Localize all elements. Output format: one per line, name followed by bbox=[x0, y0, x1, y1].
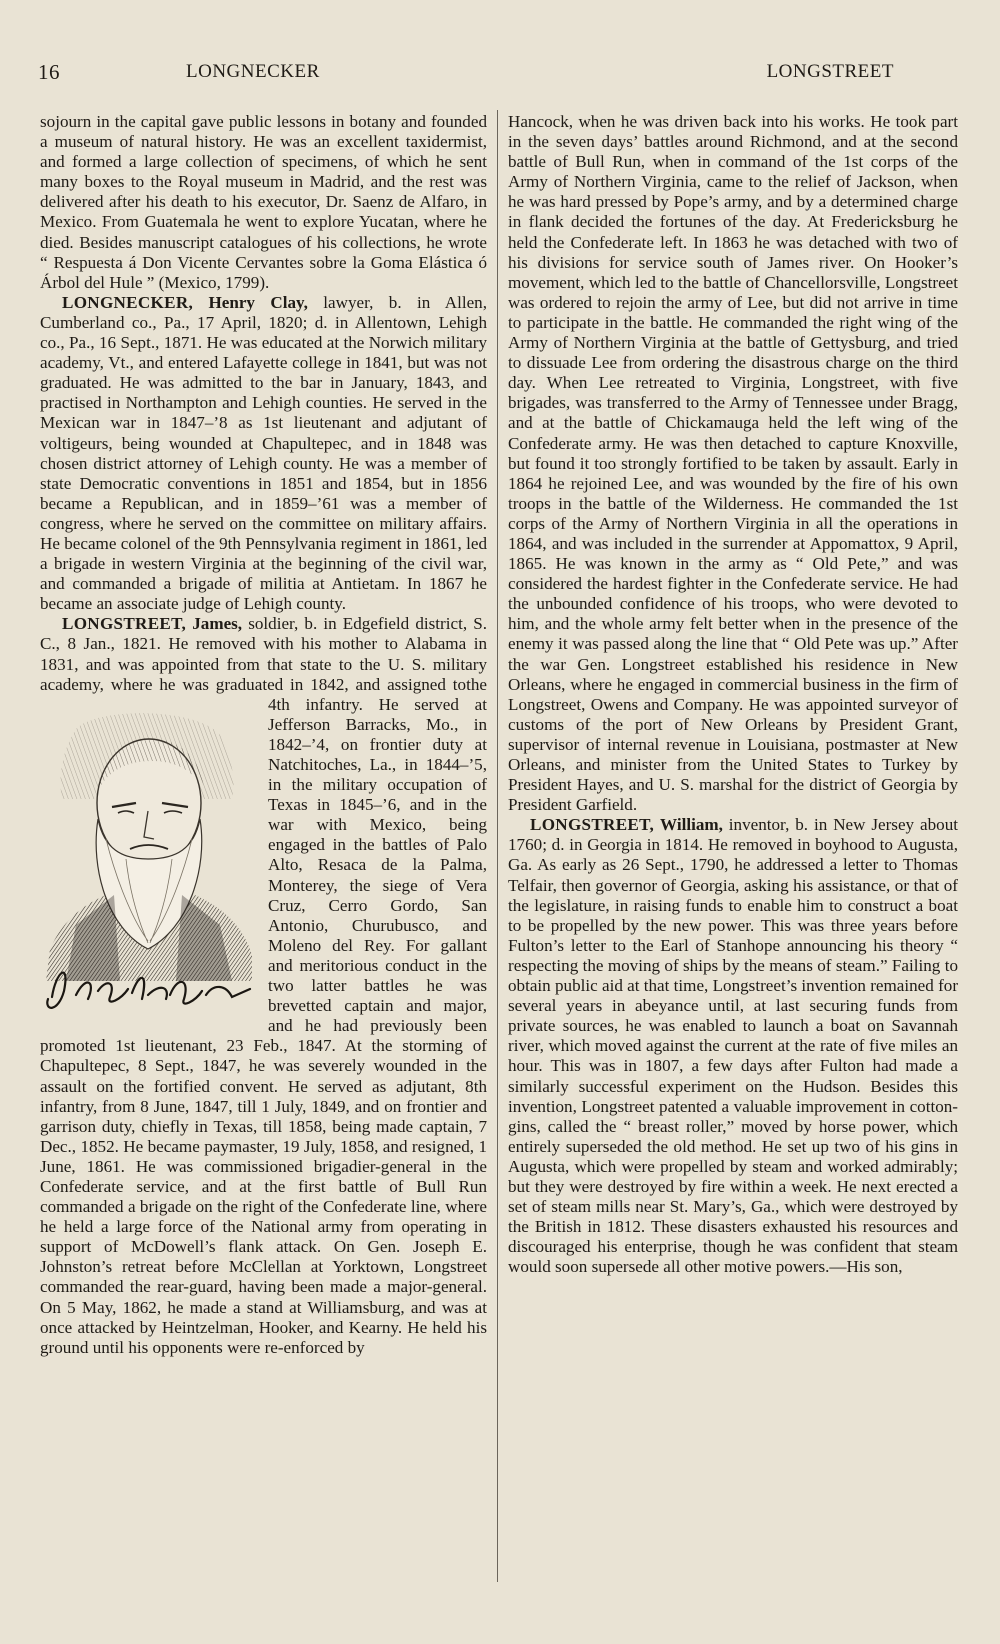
portrait-engraving bbox=[36, 699, 258, 1027]
right-running-head: LONGSTREET bbox=[766, 61, 894, 82]
entry-headword: LONGNECKER, bbox=[62, 292, 194, 312]
left-running-head: LONGNECKER bbox=[186, 61, 320, 82]
entry-longnecker bbox=[40, 293, 487, 615]
right-column bbox=[508, 112, 958, 1277]
entry-headword: LONGSTREET, bbox=[62, 614, 187, 634]
page-number: 16 bbox=[38, 60, 60, 84]
entry-body: soldier, b. in Edgefield district, S. C., 8 Jan., 1821. He removed with his mother to Alabama in 1831, and was appointed from that state to the U. S. military academy, where he was graduated in 1842, and assigned to bbox=[40, 614, 487, 694]
running-header bbox=[38, 60, 960, 86]
entry-body-continued: the 4th infantry. He served at Jefferson Barracks, Mo., in 1842–’4, on frontier duty at Natchitoches, La., in 1844–’5, in the military occupation of Texas in 1845–’6, and in the war with Mexico, being engaged in the battles of Palo Alto, Resaca de la Palma, Monterey, the siege of Vera Cruz, Cerro Gordo, San Antonio, Churubusco, and Moleno del Rey. For gallant and meritorious conduct in the two latter battles he was brevetted captain and major, and he had previously been promoted 1st lieutenant, 23 Feb., 1847. At the storming of Chapultepec, 8 Sept., 1847, he was severely wounded in the assault on the fortified convent. He served as adjutant, 8th infantry, from 8 June, 1847, till 1 July, 1849, and on frontier and garrison duty, chiefly in Texas, till 1858, being made captain, 7 Dec., 1852. He became paymaster, 19 July, 1858, and resigned, 1 June, 1861. He was commissioned brigadier-general in the Confederate service, and at the first battle of Bull Run commanded a brigade on the right of the Confederate line, where he held a large force of the National army from operating in support of McDowell’s flank attack. On Gen. Joseph E. Johnston’s retreat before McClellan at Yorktown, Longstreet commanded the rear-guard, having been made a major-general. On 5 May, 1862, he made a stand at Williamsburg, and was at once attacked by Heintzelman, Hooker, and Kearny. He held his ground until his opponents were re-enforced by bbox=[40, 674, 487, 1357]
entry-longstreet-james-continued: Hancock, when he was driven back into his works. He took part in the seven days’ battles around Richmond, and at the second battle of Bull Run, when in command of the 1st corps of the Army of Northern Virginia, came to the relief of Jackson, when he was hard pressed by Pope’s army, and by a determined charge in flank decided the fortunes of the day. At Fredericksburg he held the Confederate left. In 1863 he was detached with two of his divisions for service south of James river. On Hooker’s movement, which led to the battle of Chancellorsville, Longstreet was ordered to rejoin the army of Lee, but did not arrive in time to participate in the battle. He commanded the right wing of the Army of Northern Virginia at the battle of Gettysburg, and tried to dissuade Lee from ordering the disastrous charge on the third day. When Lee retreated to Virginia, Longstreet, with five brigades, was transferred to the Army of Tennessee under Bragg, and at the battle of Chickamauga held the left wing of the Confederate army. He was then detached to capture Knoxville, but found it too strongly fortified to be taken by assault. Early in 1864 he rejoined Lee, and was wounded by the fire of his own troops in the battle of the Wilderness. He commanded the 1st corps of the Army of Northern Virginia in all the operations in 1864, and was included in the surrender at Appomattox, 9 April, 1865. He was known in the army as “ Old Pete,” and was considered the hardest fighter in the Confederate service. He had the unbounded confidence of his troops, who were devoted to him, and the whole army felt better when in the presence of the enemy it was passed along the line that “ Old Pete was up.” After the war Gen. Longstreet established his residence in New Orleans, where he engaged in commercial business in the firm of Longstreet, Owens and Company. He was appointed surveyor of customs of the port of New Orleans by President Grant, supervisor of internal revenue in Louisiana, postmaster at New Orleans, and minister from the United States to Turkey by President Hayes, and U. S. marshal for the district of Georgia by President Garfield. bbox=[508, 112, 958, 815]
entry-headword: LONGSTREET, bbox=[530, 815, 655, 835]
entry-longstreet-james bbox=[40, 614, 487, 1357]
entry-body: lawyer, b. in Allen, Cumberland co., Pa., 17 April, 1820; d. in Allentown, Lehigh co., Pa., 16 Sept., 1871. He was educated at the Norwich military academy, Vt., and entered Lafayette college in 1841, but was not graduated. He was admitted to the bar in January, 1843, and practised in Northampton and Lehigh counties. He served in the Mexican war in 1847–’8 as 1st lieutenant and adjutant of voltigeurs, being wounded at Chapultepec, and in 1848 was chosen district attorney of Lehigh county. He was a member of state Democratic conventions in 1851 and 1854, but in 1856 became a Republican, and in 1859–’61 was a member of congress, where he served on the committee on military affairs. He became colonel of the 9th Pennsylvania regiment in 1861, led a brigade in western Virginia at the beginning of the civil war, and commanded a brigade of militia at Antietam. In 1867 he became an associate judge of Lehigh county. bbox=[40, 292, 487, 614]
column-divider bbox=[497, 110, 498, 1582]
portrait-illustration bbox=[36, 699, 258, 1027]
entry-longstreet-william bbox=[508, 815, 958, 1277]
entry-given-names: Henry Clay, bbox=[208, 292, 308, 312]
entry-continuation: sojourn in the capital gave public lessons in botany and founded a museum of natural history. He was an excellent taxidermist, and formed a large collection of specimens, of which he sent many boxes to the Royal museum in Madrid, and the rest was delivered after his death to his executor, Dr. Saenz de Alfaro, in Mexico. From Guatemala he went to explore Yucatan, where he died. Besides manuscript catalogues of his collections, he wrote “ Respuesta á Don Vicente Cervantes sobre la Goma Elástica ó Árbol del Hule ” (Mexico, 1799). bbox=[40, 112, 487, 292]
entry-given-names: William, bbox=[660, 815, 723, 835]
left-column bbox=[40, 112, 487, 1358]
entry-body: inventor, b. in New Jersey about 1760; d. in Georgia in 1814. He removed in boyhood to Augusta, Ga. As early as 26 Sept., 1790, he addressed a letter to Thomas Telfair, then governor of Georgia, asking his assistance, or that of the legislature, in raising funds to enable him to construct a boat to be propelled by the new power. This was three years before Fulton’s letter to the Earl of Stanhope announcing his theory “ respecting the moving of ships by the means of steam.” Failing to obtain public aid at that time, Longstreet’s invention remained for several years in abeyance until, at last securing funds from private sources, he was enabled to launch a boat on Savannah river, which moved against the current at the rate of five miles an hour. This was in 1807, a few days after Fulton had made a similarly successful experiment on the Hudson. Besides this invention, Longstreet patented a valuable improvement in cotton-gins, called the “ breast roller,” moved by horse power, which entirely superseded the old method. He set up two of his gins in Augusta, which were propelled by steam and worked admirably; but they were destroyed by fire within a week. He next erected a set of steam mills near St. Mary’s, Ga., which were destroyed by the British in 1812. These disasters exhausted his resources and discouraged his enterprise, though he was confident that steam would soon supersede all other motive powers.—His son, bbox=[508, 815, 959, 1277]
entry-given-names: James, bbox=[192, 614, 243, 634]
